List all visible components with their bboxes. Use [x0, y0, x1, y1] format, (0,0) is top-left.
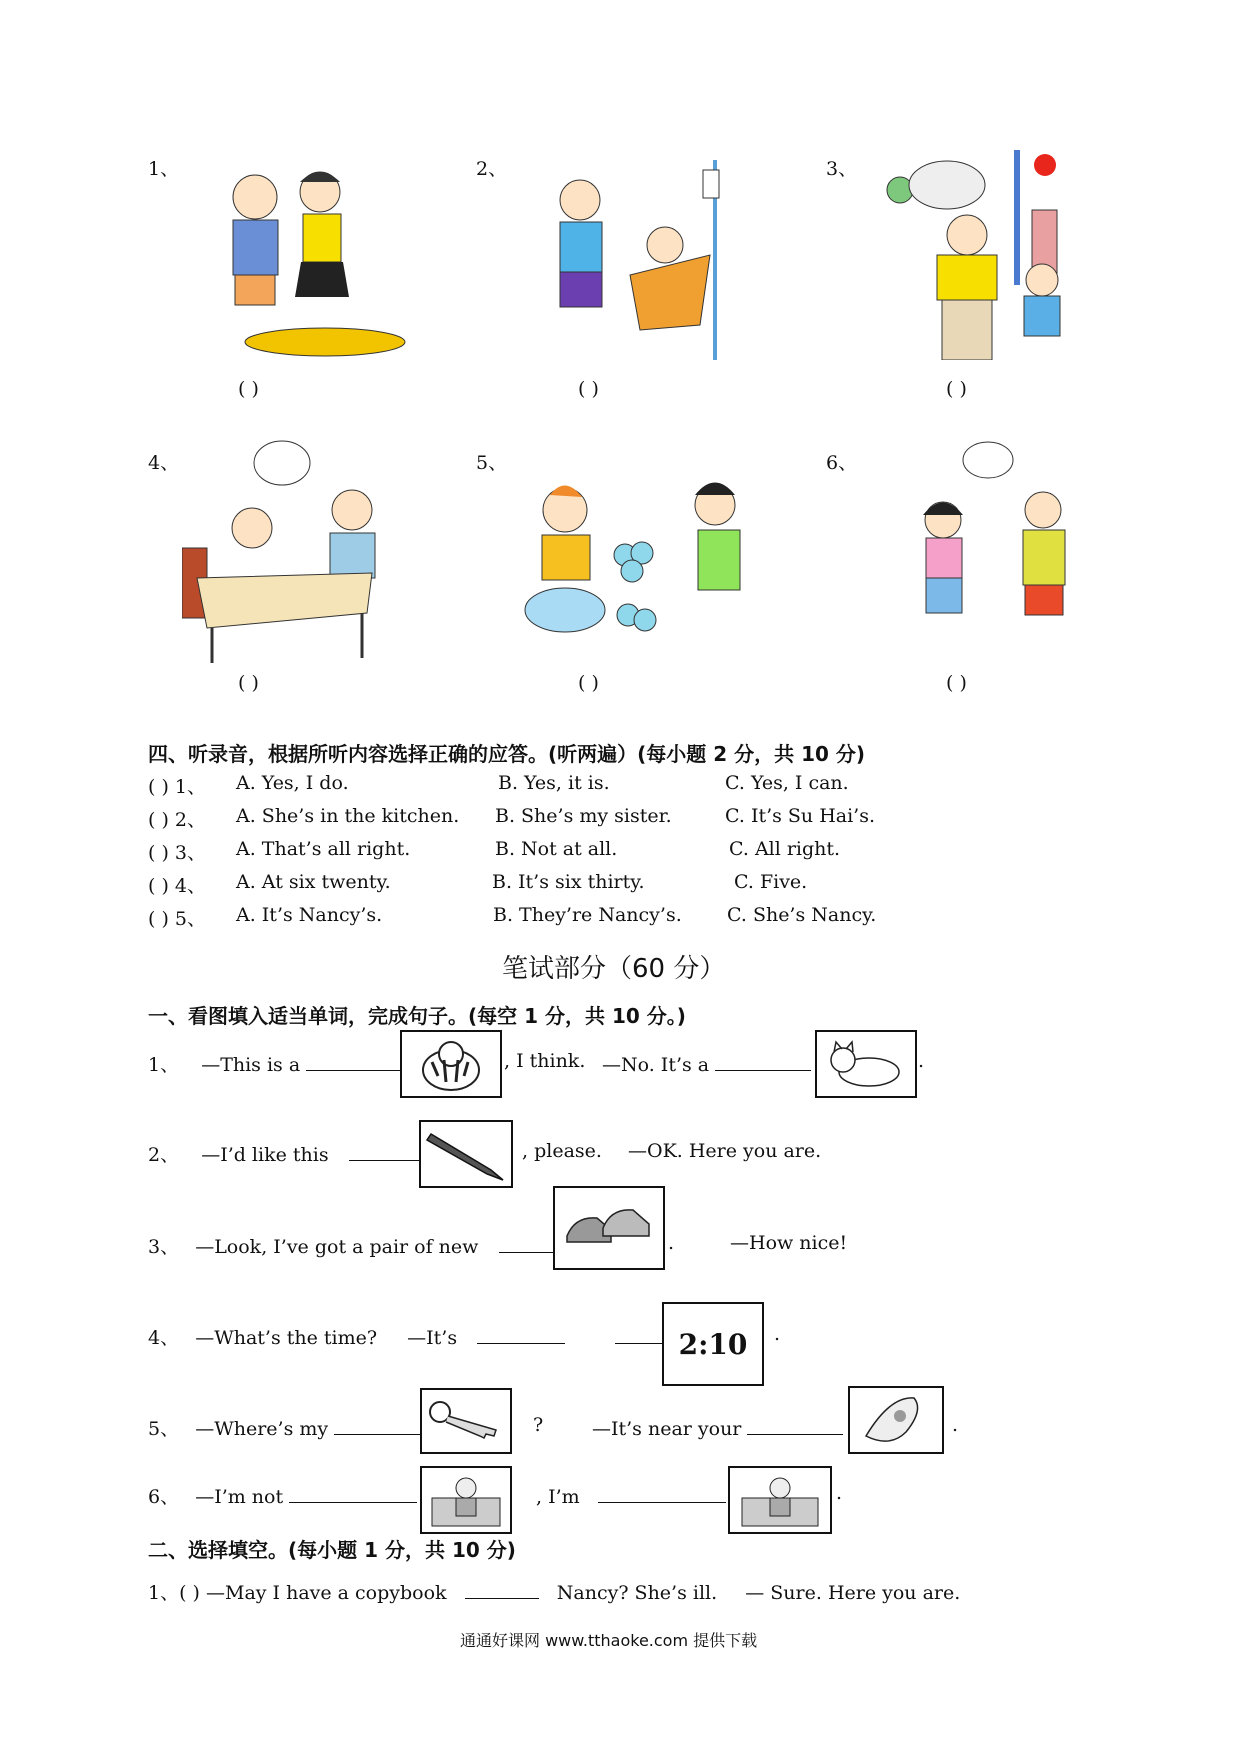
sentence-text: —How nice!	[730, 1232, 848, 1254]
option-c: C. All right.	[729, 838, 841, 860]
option-c: C. It’s Su Hai’s.	[725, 805, 876, 827]
question-number: ( ) 3、	[148, 842, 206, 864]
written-part-title: 笔试部分（60 分）	[502, 954, 726, 984]
question-number: 6、	[148, 1486, 180, 1508]
sentence-text: , please.	[522, 1140, 602, 1162]
key-icon	[422, 1390, 510, 1452]
sentence-end: .	[836, 1482, 843, 1504]
question-number: 5、	[148, 1418, 180, 1440]
question-number: ( ) 2、	[148, 809, 206, 831]
sentence-end: .	[668, 1232, 675, 1254]
option-b: B. She’s my sister.	[495, 805, 672, 827]
part2-question-1	[148, 1578, 960, 1605]
option-a: A. Yes, I do.	[236, 772, 349, 794]
answer-blank[interactable]	[306, 1050, 402, 1071]
boy-on-sofa-icon	[422, 1468, 510, 1532]
sentence-text: 1、( ) —May I have a copybook	[148, 1582, 447, 1604]
option-a: A. That’s all right.	[236, 838, 411, 860]
sentence-text: , I think.	[504, 1050, 586, 1072]
answer-blank[interactable]	[715, 1050, 811, 1071]
answer-paren: ( )	[946, 378, 967, 400]
answer-blank[interactable]	[598, 1482, 726, 1503]
answer-blank[interactable]	[465, 1578, 539, 1599]
option-b: B. Not at all.	[495, 838, 618, 860]
option-c: C. She’s Nancy.	[727, 904, 877, 926]
option-b: B. Yes, it is.	[498, 772, 610, 794]
option-a: A. She’s in the kitchen.	[236, 805, 460, 827]
sentence-text: —I’d like this	[201, 1144, 329, 1166]
answer-blank[interactable]	[289, 1482, 417, 1503]
happy-boy-picture-box	[420, 1466, 512, 1534]
boy-eating-at-table-illustration	[182, 438, 402, 668]
sentence-text: —It’s	[407, 1327, 458, 1349]
picture-number: 2、	[476, 158, 508, 180]
option-c: C. Yes, I can.	[725, 772, 849, 794]
pencil-sharpener-picture-box	[848, 1386, 944, 1454]
answer-blank[interactable]	[334, 1414, 430, 1435]
sentence-text: —OK. Here you are.	[628, 1140, 822, 1162]
question-number: ( ) 5、	[148, 908, 206, 930]
tiger-picture-box	[400, 1030, 502, 1098]
answer-paren: ( )	[578, 672, 599, 694]
sentence-text: —I’m not	[195, 1486, 284, 1508]
kids-with-tiger-illustration	[205, 162, 425, 362]
clock-time: 2:10	[678, 1327, 748, 1361]
picture-number: 1、	[148, 158, 180, 180]
answer-paren: ( )	[238, 672, 259, 694]
key-picture-box	[420, 1388, 512, 1454]
sentence-text: —Look, I’ve got a pair of new	[195, 1236, 479, 1258]
sentence-end: .	[952, 1414, 959, 1436]
question-number: 3、	[148, 1236, 180, 1258]
part1-heading: 一、看图填入适当单词，完成句子。(每空 1 分，共 10 分。)	[148, 1004, 686, 1028]
footer-credit: 通通好课网 www.tthaoke.com 提供下载	[460, 1631, 758, 1650]
clock-picture-box	[662, 1302, 764, 1386]
part2-heading: 二、选择填空。(每小题 1 分，共 10 分)	[148, 1538, 516, 1562]
girl-and-boy-with-pencil-illustration	[908, 440, 1088, 660]
answer-paren: ( )	[578, 378, 599, 400]
sentence-text: —No. It’s a	[602, 1054, 710, 1076]
sentence-text: —What’s the time?	[195, 1327, 378, 1349]
sharpener-icon	[850, 1388, 942, 1452]
picture-number: 3、	[826, 158, 858, 180]
father-and-son-at-window-illustration	[882, 150, 1082, 360]
sentence-text: —This is a	[201, 1054, 301, 1076]
sentence-text: , I’m	[536, 1486, 580, 1508]
sentence-text: ?	[533, 1414, 544, 1436]
question-number: ( ) 4、	[148, 875, 206, 897]
shoes-picture-box	[553, 1186, 665, 1270]
answer-paren: ( )	[238, 378, 259, 400]
option-c: C. Five.	[734, 871, 808, 893]
answer-paren: ( )	[946, 672, 967, 694]
option-a: A. At six twenty.	[236, 871, 391, 893]
sentence-text: Nancy? She’s ill.	[556, 1582, 718, 1604]
shoes-icon	[555, 1188, 663, 1268]
question-number: 4、	[148, 1327, 180, 1349]
picture-number: 5、	[476, 452, 508, 474]
cat-picture-box	[815, 1030, 917, 1098]
picture-number: 6、	[826, 452, 858, 474]
question-number: ( ) 1、	[148, 776, 206, 798]
sentence-text: — Sure. Here you are.	[745, 1582, 961, 1604]
boy-visits-sick-friend-illustration	[535, 160, 740, 360]
boy-on-sofa-icon	[730, 1468, 830, 1532]
sentence-text: —It’s near your	[592, 1418, 742, 1440]
answer-blank[interactable]	[477, 1323, 565, 1344]
option-b: B. It’s six thirty.	[492, 871, 645, 893]
cat-icon	[817, 1032, 915, 1096]
pen-icon	[421, 1122, 511, 1186]
section4-heading: 四、听录音，根据所听内容选择正确的应答。(听两遍）(每小题 2 分，共 10 分)	[148, 742, 866, 766]
answer-blank[interactable]	[747, 1414, 843, 1435]
option-a: A. It’s Nancy’s.	[236, 904, 383, 926]
option-b: B. They’re Nancy’s.	[493, 904, 682, 926]
sentence-end: .	[774, 1323, 781, 1345]
question-number: 1、	[148, 1054, 180, 1076]
question-number: 2、	[148, 1144, 180, 1166]
picture-number: 4、	[148, 452, 180, 474]
sentence-end: .	[918, 1050, 925, 1072]
tiger-icon	[402, 1032, 500, 1096]
sad-boy-picture-box	[728, 1466, 832, 1534]
children-with-balloons-illustration	[520, 475, 770, 655]
pen-picture-box	[419, 1120, 513, 1188]
sentence-text: —Where’s my	[195, 1418, 329, 1440]
